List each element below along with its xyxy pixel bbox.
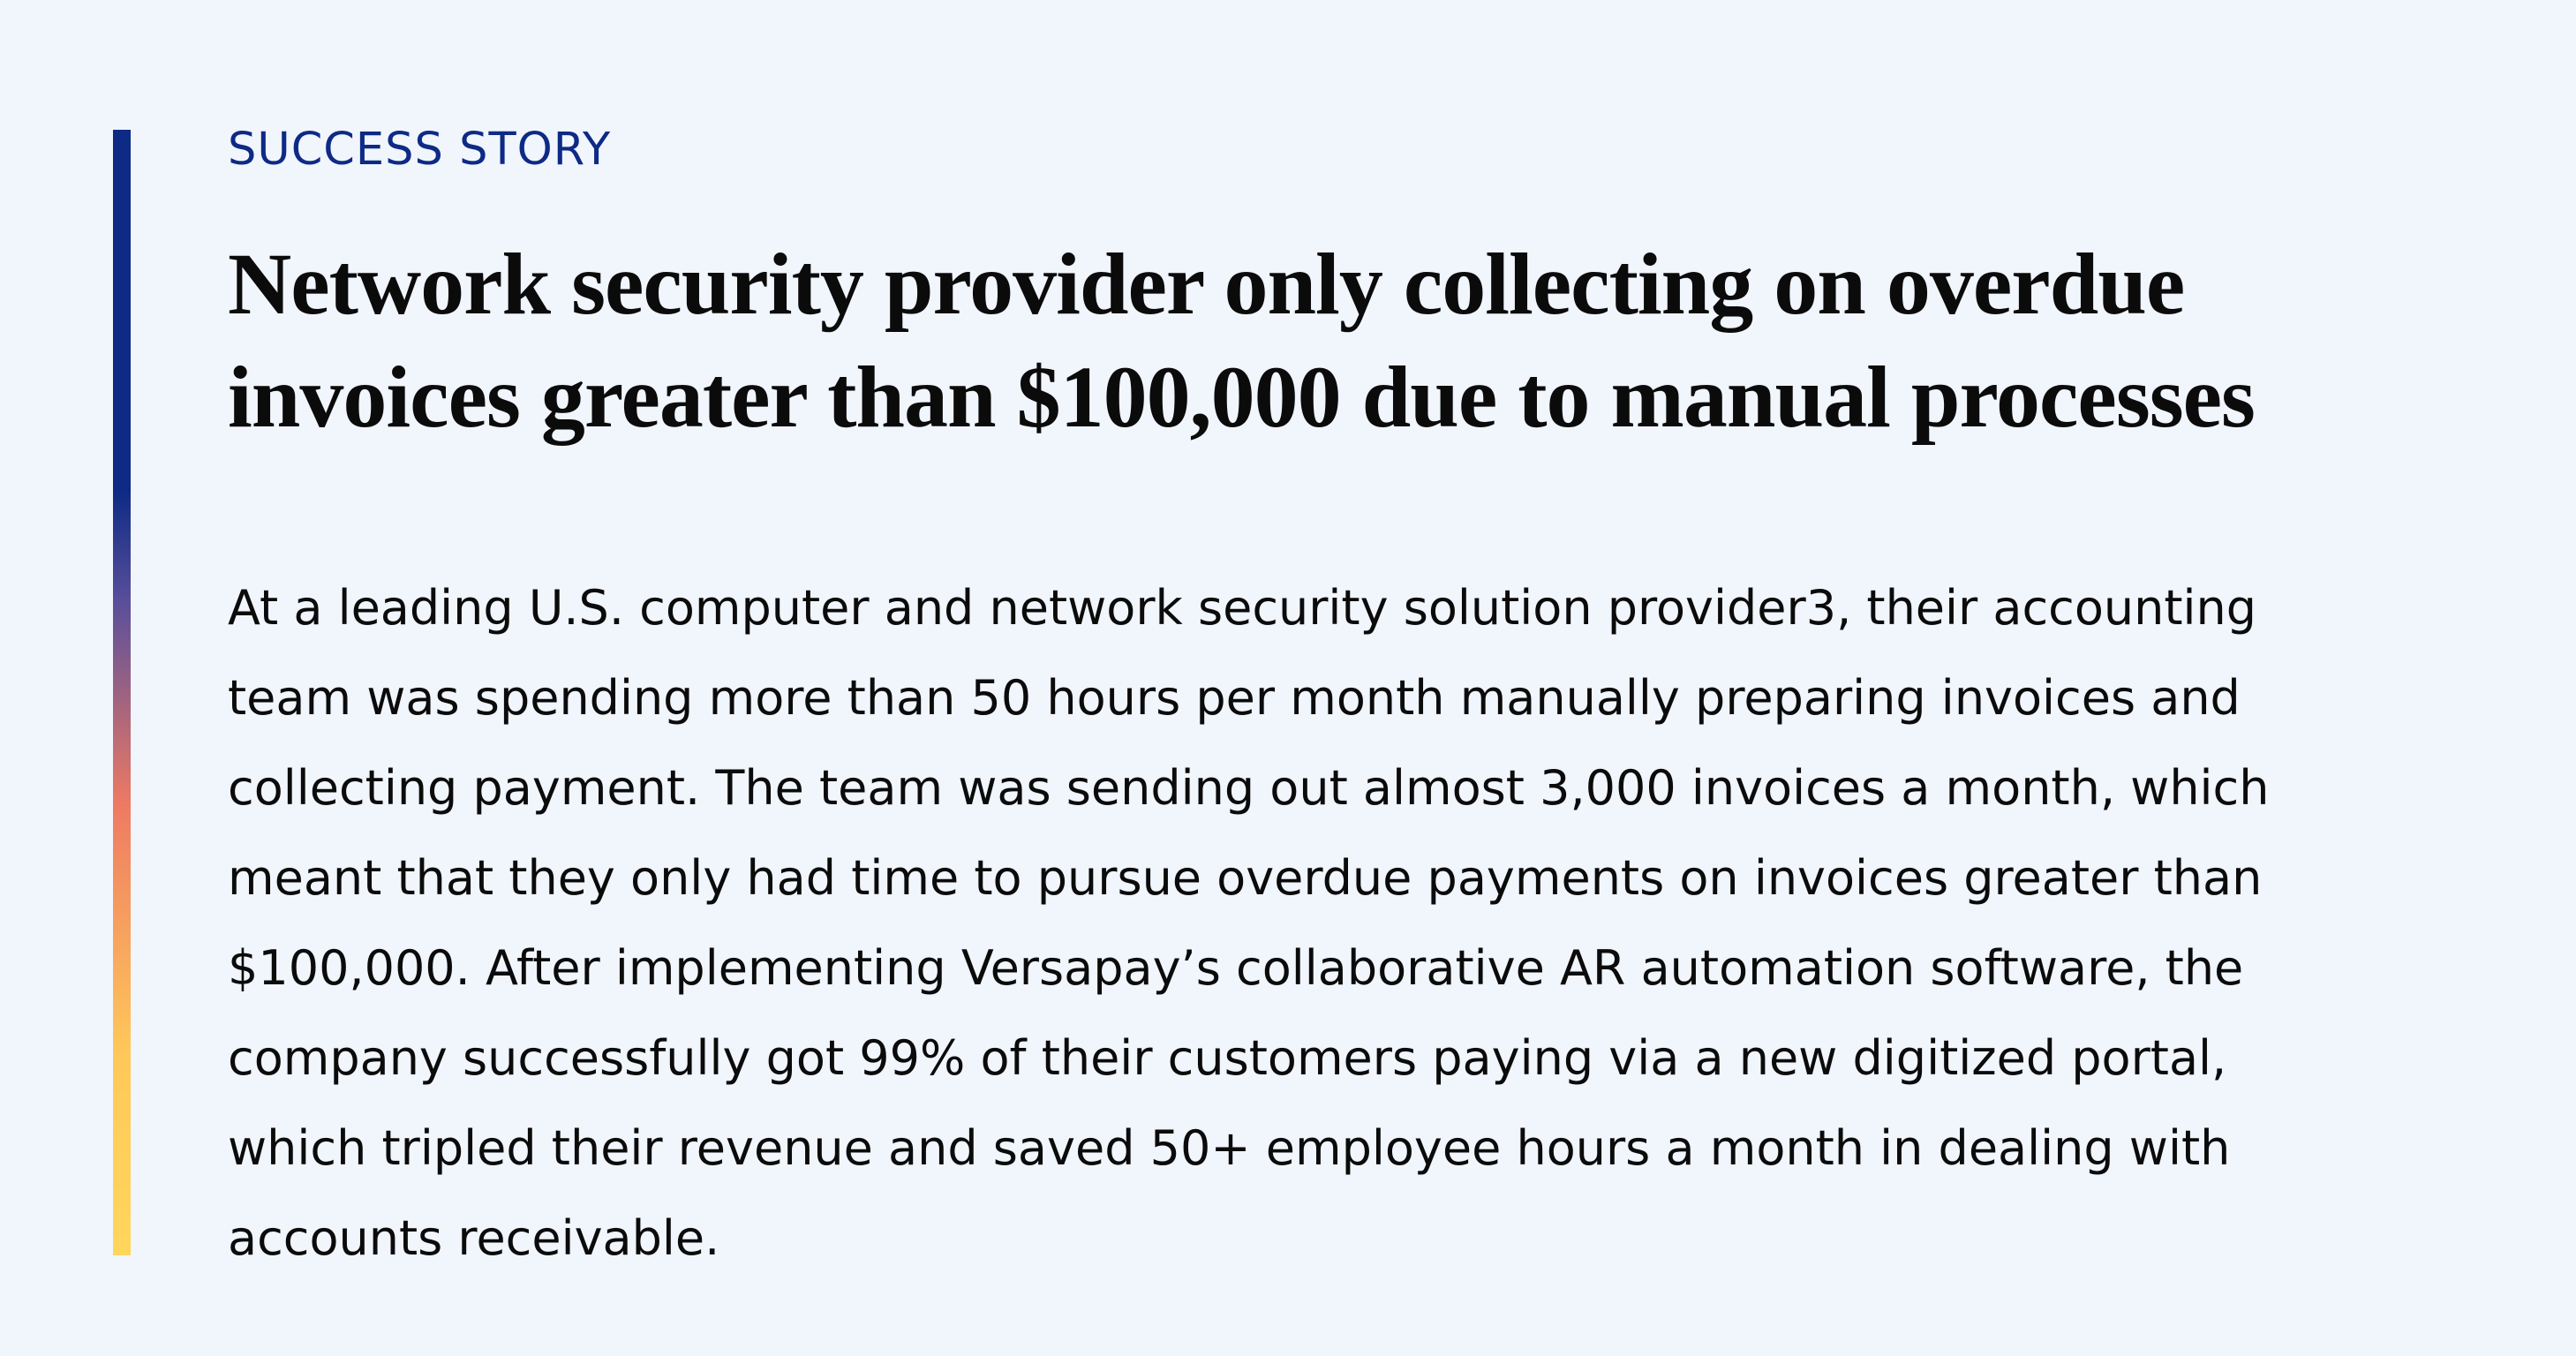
story-body-paragraph bbox=[228, 563, 2435, 1284]
body-line: meant that they only had time to pursue overdue payments on invoices greater than bbox=[228, 850, 2263, 906]
headline-line: Network security provider only collecting on overdue bbox=[228, 235, 2185, 333]
body-line: accounts receivable. bbox=[228, 1210, 720, 1266]
story-headline bbox=[228, 228, 2435, 454]
body-line: collecting payment. The team was sending out almost 3,000 invoices a month, which bbox=[228, 760, 2270, 816]
body-line: $100,000. After implementing Versapay’s collaborative AR automation software, the bbox=[228, 940, 2244, 996]
body-line: At a leading U.S. computer and network security solution provider3, their accounting bbox=[228, 580, 2257, 636]
accent-gradient-bar bbox=[113, 130, 131, 1255]
story-content bbox=[228, 115, 2435, 1266]
body-line: company successfully got 99% of their customers paying via a new digitized portal, bbox=[228, 1030, 2227, 1086]
body-line: team was spending more than 50 hours per month manually preparing invoices and bbox=[228, 670, 2241, 726]
body-line: which tripled their revenue and saved 50+ employee hours a month in dealing with bbox=[228, 1120, 2231, 1176]
headline-line: invoices greater than $100,000 due to manual processes bbox=[228, 348, 2255, 446]
story-eyebrow-label: SUCCESS STORY bbox=[228, 124, 612, 176]
